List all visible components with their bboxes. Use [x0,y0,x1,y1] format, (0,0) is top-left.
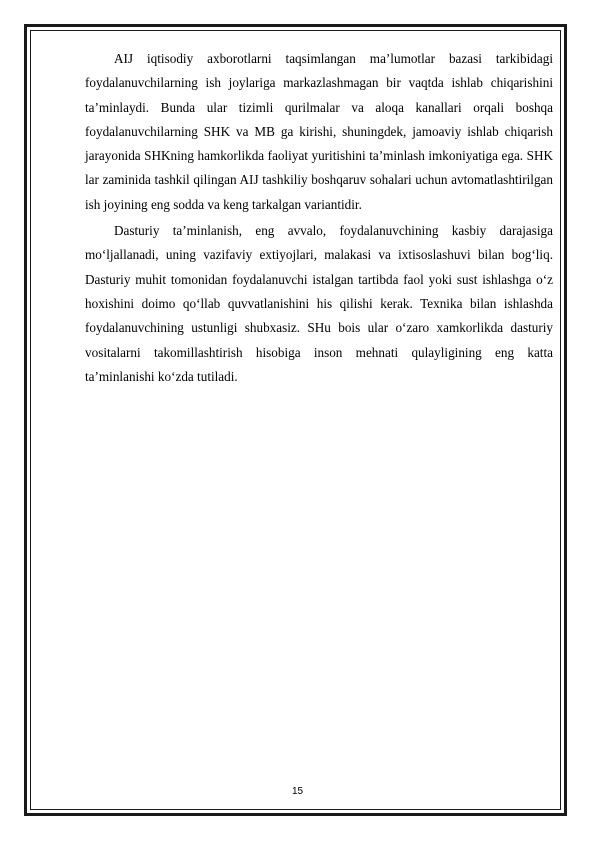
paragraph-2: Dasturiy ta’minlanish, eng avvalo, foydalanuvchining kasbiy darajasiga mo‘ljallanadi, uning vazifaviy extiyojlari, malakasi va ixtisoslashuvi bilan bog‘liq. Dasturiy muhit tomonidan foydalanuvchi istalgan tartibda faol yoki sust ishlashga o‘z hoxishini doimo qo‘llab quvvatlanishini his qilishi kerak. Texnika bilan ishlashda foydalanuvchining ustunligi shubxasiz. SHu bois ular o‘zaro xamkorlikda dasturiy vositalarni takomillashtirish hisobiga inson mehnati qulayligining eng katta ta’minlanishi ko‘zda tutiladi. [85,223,553,384]
page-number: 15 [291,786,304,797]
paragraph-1: AIJ iqtisodiy axborotlarni taqsimlangan ma’lumotlar bazasi tarkibidagi foydalanuvchilarning ish joylariga markazlashmagan bir vaqtda ishlab chiqarishini ta’minlaydi. Bunda ular tizimli qurilmalar va aloqa kanallari orqali boshqa foydalanuvchilarning SHK va MB ga kirishi, shuningdek, jamoaviy ishlab chiqarish jarayonida SHKning hamkorlikda faoliyat yuritishini ta’minlash imkoniyatiga ega. SHK lar zaminida tashkil qilingan AIJ tashkiliy boshqaruv sohalari uchun avtomatlashtirilgan ish joyining eng sodda va keng tarkalgan variantidir. [85,51,553,212]
document-body [85,47,553,389]
